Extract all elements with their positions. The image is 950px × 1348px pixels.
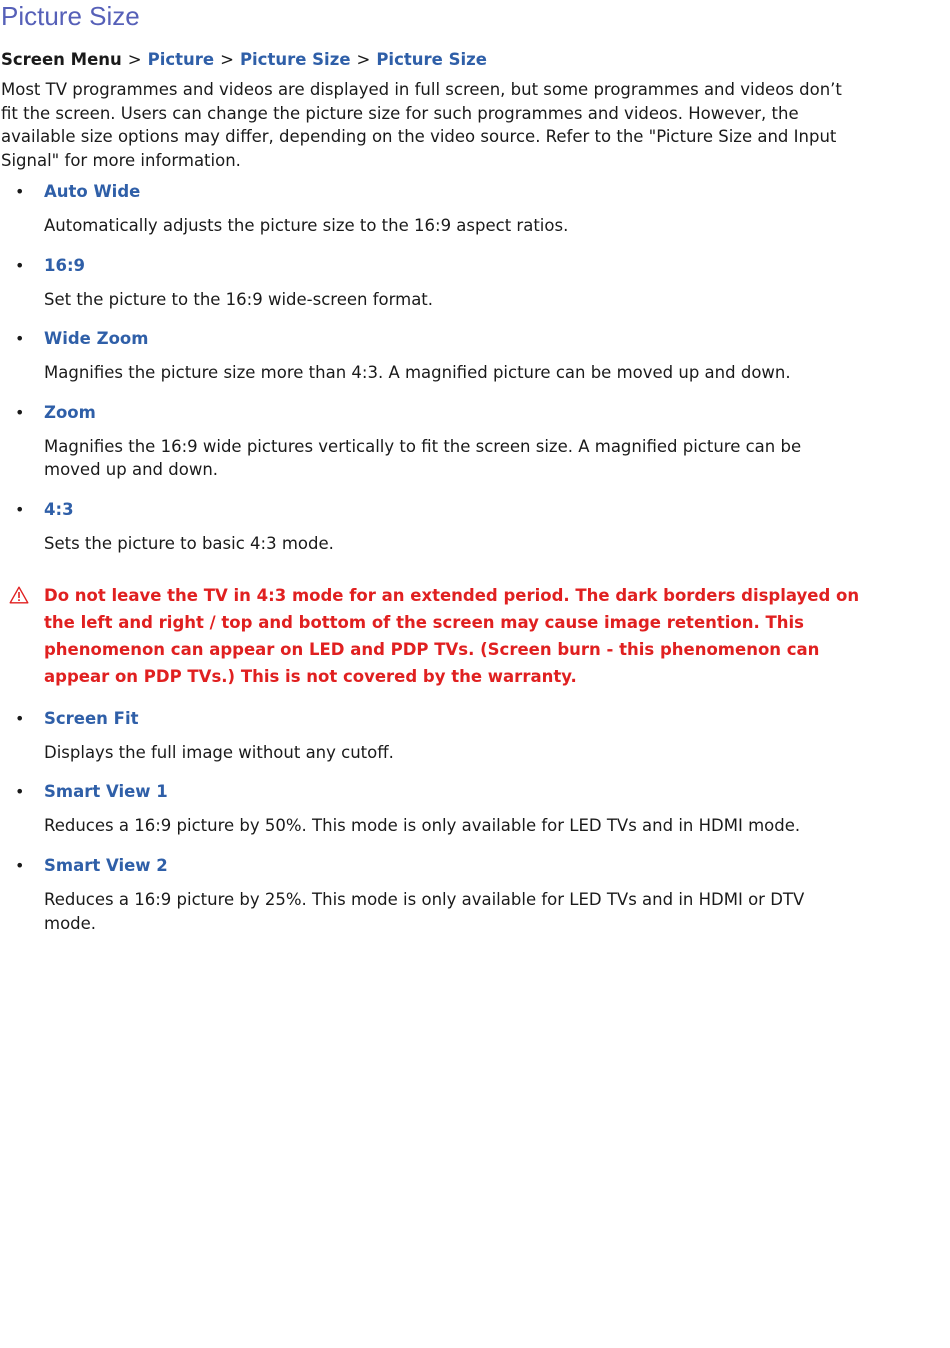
breadcrumb-item-picture-size[interactable]: Picture Size (239, 50, 351, 69)
bullet-icon: • (15, 782, 25, 802)
option-screen-fit (0, 705, 900, 765)
warning-note (0, 582, 874, 691)
breadcrumb-separator: > (356, 50, 371, 69)
bullet-icon: • (15, 402, 25, 422)
option-label[interactable]: Zoom (44, 402, 96, 422)
breadcrumb (1, 48, 487, 72)
option-label[interactable]: Screen Fit (44, 708, 139, 728)
warning-triangle-icon (9, 586, 29, 604)
bullet-icon: • (15, 708, 25, 728)
bullet-icon: • (15, 182, 25, 201)
bullet-icon: • (15, 499, 25, 519)
option-label[interactable]: Smart View 2 (44, 855, 168, 875)
option-smart-view-2 (0, 852, 900, 935)
bullet-icon: • (15, 855, 25, 875)
option-label[interactable]: Auto Wide (44, 182, 141, 201)
option-description: Magnifies the picture size more than 4:3. A magnified picture can be moved up and down. (44, 363, 791, 383)
option-label[interactable]: Smart View 1 (44, 782, 168, 802)
warning-text: Do not leave the TV in 4:3 mode for an extended period. The dark borders displayed on the left and right / top and bottom of the screen may cause image retention. This phenomenon can appear on LED and PDP TVs. (Screen burn - this phenomenon can appear on PDP TVs.) This is not covered by the warranty. (44, 585, 860, 687)
option-16-9 (0, 252, 900, 312)
option-description: Set the picture to the 16:9 wide-screen format. (44, 289, 434, 309)
option-auto-wide (0, 178, 900, 238)
bullet-icon: • (15, 329, 25, 349)
breadcrumb-item-picture-size-current[interactable]: Picture Size (376, 50, 487, 69)
option-description: Magnifies the 16:9 wide pictures vertically to fit the screen size. A magnified picture can be moved up and down. (44, 436, 802, 480)
option-zoom (0, 399, 900, 482)
breadcrumb-root: Screen Menu (1, 50, 122, 69)
option-wide-zoom (0, 325, 900, 385)
option-description: Reduces a 16:9 picture by 25%. This mode is only available for LED TVs and in HDMI or DTV mode. (44, 889, 805, 933)
bullet-icon: • (15, 255, 25, 275)
option-smart-view-1 (0, 778, 900, 838)
option-label[interactable]: Wide Zoom (44, 329, 149, 349)
option-label[interactable]: 16:9 (44, 255, 86, 275)
option-description: Reduces a 16:9 picture by 50%. This mode is only available for LED TVs and in HDMI mode. (44, 816, 801, 836)
breadcrumb-separator: > (220, 50, 234, 69)
option-4-3 (0, 496, 900, 556)
page-title: Picture Size (1, 1, 140, 31)
option-description: Automatically adjusts the picture size to the 16:9 aspect ratios. (44, 216, 569, 235)
option-label[interactable]: 4:3 (44, 499, 74, 519)
breadcrumb-item-picture[interactable]: Picture (147, 50, 215, 69)
intro-paragraph: Most TV programmes and videos are displayed in full screen, but some programmes and videos don’t fit the screen. Users can change the picture size for such programmes and videos. However, the available size options may differ, depending on the video source. Refer to the "Picture Size and Input Signal" for more information. (1, 80, 842, 170)
option-description: Displays the full image without any cutoff. (44, 742, 394, 762)
breadcrumb-separator: > (127, 50, 142, 69)
picture-size-options (0, 178, 900, 935)
option-description: Sets the picture to basic 4:3 mode. (44, 533, 334, 553)
